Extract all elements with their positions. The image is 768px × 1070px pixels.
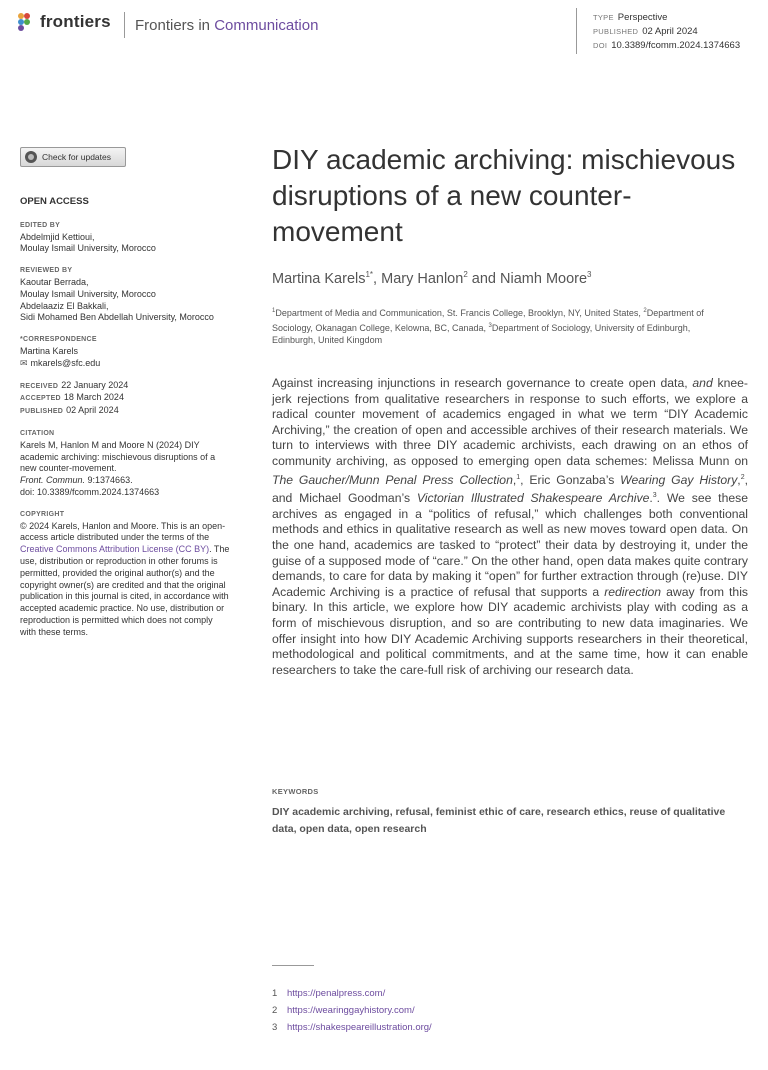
- cc-by-license-link[interactable]: Creative Commons Attribution License (CC BY): [20, 544, 210, 555]
- frontiers-logo-icon: [18, 13, 36, 31]
- check-for-updates-button[interactable]: [20, 147, 126, 167]
- copyright-block: [20, 509, 230, 639]
- reviewer-name: Abdelaaziz El Bakkali,: [20, 300, 109, 311]
- reviewer-name: Kaoutar Berrada,: [20, 276, 89, 287]
- citation-label: CITATION: [20, 429, 55, 437]
- header-divider: [124, 12, 125, 38]
- journal-name[interactable]: [135, 17, 318, 34]
- author-list: Martina Karels$^{1*}$, Mary Hanlon$^2$ and Niamh Moore$^3$: [272, 270, 592, 287]
- footnotes: [272, 985, 432, 1036]
- correspondence-block: [20, 334, 230, 369]
- author-name[interactable]: Niamh Moore: [500, 270, 588, 287]
- accepted-date: 18 March 2024: [63, 392, 124, 403]
- copyright-label: COPYRIGHT: [20, 510, 65, 518]
- reviewed-by-block: [20, 265, 230, 324]
- footnote-link[interactable]: https://penalpress.com/: [287, 988, 386, 999]
- correspondence-name: Martina Karels: [20, 345, 79, 356]
- author-name[interactable]: Mary Hanlon: [381, 270, 464, 287]
- footnote-rule: [272, 965, 314, 966]
- open-access-label: OPEN ACCESS: [20, 196, 89, 207]
- editor-name: Abdelmjid Kettioui,: [20, 231, 95, 242]
- meta-doi: DOI 10.3389/fcomm.2024.1374663: [593, 40, 741, 51]
- frontiers-logo[interactable]: [18, 12, 111, 32]
- meta-divider: [576, 8, 577, 54]
- citation-journal: Front. Commun.: [20, 475, 86, 486]
- journal-prefix: Frontiers in: [135, 17, 215, 34]
- correspondence-email-link[interactable]: ✉ mkarels@sfc.edu: [20, 358, 230, 370]
- author-name[interactable]: Martina Karels: [272, 270, 366, 287]
- article-title: DIY academic archiving: mischievous disruptions of a new counter-movement: [272, 144, 736, 247]
- article-meta: [593, 11, 740, 53]
- reviewer-affiliation: Moulay Ismail University, Morocco: [20, 288, 156, 299]
- footnote-item: 1 https://penalpress.com/: [272, 988, 386, 999]
- copyright-text: © 2024 Karels, Hanlon and Moore. This is an open-access article distributed under the terms of the Creative Commons Attribution License (CC BY). The use, distribution or reproduction in other forums is permitted, provided the original author(s) and the copyright owner(s) are credited and that the original publication in this journal is cited, in accordance with accepted academic practice. No use, distribution or reproduction is permitted which does not comply with these terms.: [20, 520, 230, 637]
- footnote-item: 2 https://wearinggayhistory.com/: [272, 1005, 415, 1016]
- keywords-label: KEYWORDS: [272, 787, 319, 796]
- edited-by-block: [20, 220, 230, 255]
- meta-published: PUBLISHED 02 April 2024: [593, 26, 698, 37]
- published-label: PUBLISHED: [20, 408, 64, 416]
- footnote-link[interactable]: https://shakespeareillustration.org/: [287, 1022, 432, 1033]
- dates-block: [20, 380, 230, 418]
- journal-accent: Communication: [214, 17, 319, 34]
- published-date: 02 April 2024: [66, 405, 119, 416]
- affiliations: $^1$Department of Media and Communication, St. Francis College, Brooklyn, NY, United States, $^2$Department of Sociology, Okanagan College, Kelowna, BC, Canada, $^3$Department of Sociology, University of Edinburgh, Edinburgh, United Kingdom: [272, 308, 704, 345]
- citation-text: Karels M, Hanlon M and Moore N (2024) DIY academic archiving: mischievous disruptions of a new counter-movement. Front. Commun. 9:1374663. doi: 10.3389/fcomm.2024.1374663: [20, 439, 216, 497]
- footnote-link[interactable]: https://wearinggayhistory.com/: [287, 1005, 415, 1016]
- citation-volume: 9:1374663.: [85, 475, 133, 486]
- author-sup: 1*: [365, 270, 374, 279]
- reviewer-affiliation: Sidi Mohamed Ben Abdellah University, Morocco: [20, 312, 214, 323]
- keywords: DIY academic archiving, refusal, feminist ethic of care, research ethics, reuse of qualitative data, open data, open research: [272, 806, 726, 835]
- article-sidebar: [20, 196, 230, 649]
- received-label: RECEIVED: [20, 382, 59, 390]
- meta-type: TYPE Perspective: [593, 12, 668, 23]
- affiliation-1: Department of Media and Communication, St. Francis College, Brooklyn, NY, United States,: [275, 308, 641, 318]
- abstract: Against increasing injunctions in research governance to create open data, and knee-jerk rejections from qualitative researchers in response to such efforts, we explore a radical counter movement of academics engaged in what we term “DIY Academic Archiving,” the creation of open and accessible archives of their research materials. We turn to interviews with three DIY academic archivists, each drawing on an ethos of community archiving, as opposed to emerging open data schemes: Melissa Munn on The Gaucher/Munn Penal Press Collection,$^1$, Eric Gonzaba’s Wearing Gay History,$^2$, and Michael Goodman’s Victorian Illustrated Shakespeare Archive.$^3$. We see these archives as engaged in a “politics of refusal,” which challenges both conventional methods and ethics in qualitative research as well as new moves toward open data. On the one hand, academics are tasked to “protect” their data by destroying it, under the guise of a supposed mode of “care.” On the other hand, open data makes quite contrary demands, to care for data by making it “open” for further extraction through (re)use. DIY Academic Archiving is a practice of refusal that supports a redirection away from this binary. In this article, we explore how DIY academic archivists play with coding as a form of mischievous disruption, and so are contributing to new data imaginaries. We offer insight into how DIY Academic Archiving supports researchers in their theoretical, methodological and political commitments, and at the same time, how it can enable researchers to take the care-full risk of archiving our research data.: [272, 376, 749, 677]
- footnote-ref-1[interactable]: 1: [516, 473, 521, 481]
- footnote-item: 3 https://shakespeareillustration.org/: [272, 1022, 432, 1033]
- logo-text: frontiers: [40, 12, 111, 31]
- received-date: 22 January 2024: [61, 379, 129, 390]
- edited-by-label: EDITED BY: [20, 221, 61, 229]
- affiliation-3: Department of Sociology, University of Edinburgh, Edinburgh, United Kingdom: [272, 322, 691, 345]
- accepted-label: ACCEPTED: [20, 395, 61, 403]
- author-sup: 3: [587, 270, 592, 279]
- reviewed-by-label: REVIEWED BY: [20, 267, 73, 275]
- editor-affiliation: Moulay Ismail University, Morocco: [20, 243, 156, 254]
- citation-doi[interactable]: doi: 10.3389/fcomm.2024.1374663: [20, 486, 160, 497]
- footnote-ref-3[interactable]: 3: [652, 492, 657, 500]
- correspondence-label: *CORRESPONDENCE: [20, 336, 97, 344]
- author-sup: 2: [463, 270, 468, 279]
- citation-block: [20, 428, 230, 499]
- footnote-ref-2[interactable]: 2: [740, 473, 745, 481]
- check-updates-label: Check for updates: [42, 152, 111, 162]
- affiliation-2: Department of Sociology, Okanagan College, Kelowna, BC, Canada,: [272, 308, 704, 333]
- check-updates-icon: [25, 151, 37, 163]
